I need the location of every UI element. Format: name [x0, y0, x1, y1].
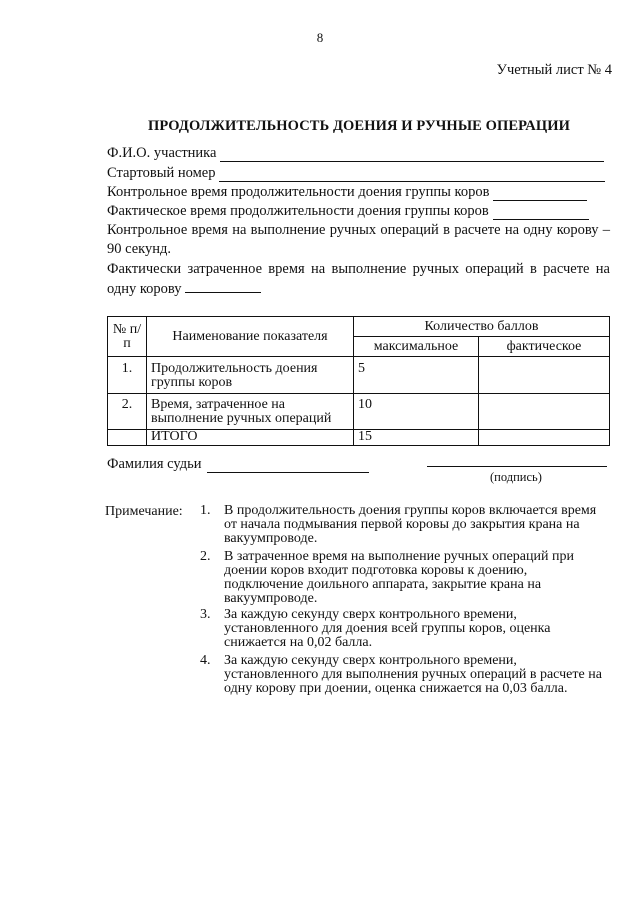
row-maximum: 10	[354, 394, 479, 430]
total-maximum: 15	[354, 430, 479, 446]
sheet-number: Учетный лист № 4	[496, 62, 612, 78]
note-item	[200, 504, 605, 546]
note-number: 3.	[200, 607, 211, 622]
actual-time-milking-field	[107, 202, 589, 220]
note-text: За каждую секунду сверх контрольного времени, установленного для выполнения ручных операций в расчете на одну корову при доении, оценка снижается на 0,03 балла.	[224, 653, 602, 696]
actual-time-manual-field	[107, 260, 610, 299]
control-time-milking-label: Контрольное время продолжительности доения группы коров	[107, 184, 490, 200]
actual-time-manual-blank-line[interactable]	[185, 279, 261, 293]
table-row	[108, 394, 610, 430]
header-maximum: максимальное	[354, 337, 479, 357]
note-item	[200, 550, 605, 606]
header-number: № п/п	[108, 317, 147, 357]
note-text: В продолжительность доения группы коров включается время от начала подмывания первой коровы до закрытия крана на вакуумпроводе.	[224, 503, 597, 546]
row-number: 2.	[108, 394, 147, 430]
participant-label: Ф.И.О. участника	[107, 145, 217, 161]
control-time-milking-blank-line[interactable]	[493, 186, 587, 201]
control-time-manual-text: Контрольное время на выполнение ручных операций в расчете на одну корову – 90 секунд.	[107, 222, 610, 257]
page-number: 8	[316, 30, 324, 45]
header-actual: фактическое	[479, 337, 610, 357]
start-number-field	[107, 164, 605, 182]
participant-blank-line[interactable]	[220, 147, 604, 162]
note-text: За каждую секунду сверх контрольного времени, установленного для доения всей группы коров, оценка снижается на 0,02 балла.	[224, 607, 551, 650]
judge-blank-line[interactable]	[207, 458, 369, 473]
start-number-label: Стартовый номер	[107, 165, 216, 181]
actual-time-milking-blank-line[interactable]	[493, 205, 589, 220]
header-indicator: Наименование показателя	[147, 317, 354, 357]
note-item	[200, 608, 605, 650]
row-maximum: 5	[354, 357, 479, 394]
note-number: 2.	[200, 549, 211, 564]
total-actual-cell[interactable]	[479, 430, 610, 446]
actual-time-manual-label: Фактически затраченное время на выполнение ручных операций в расчете на одну корову	[107, 261, 610, 297]
table-total-row	[108, 430, 610, 446]
header-points: Количество баллов	[354, 317, 610, 337]
total-number-cell	[108, 430, 147, 446]
judge-label: Фамилия судьи	[107, 456, 202, 472]
start-number-blank-line[interactable]	[219, 167, 605, 182]
actual-time-milking-label: Фактическое время продолжительности доения группы коров	[107, 203, 489, 219]
signature-line[interactable]	[427, 466, 607, 467]
control-time-milking-field	[107, 183, 587, 201]
row-indicator: Продолжительность доения группы коров	[147, 357, 354, 394]
total-label: ИТОГО	[147, 430, 354, 446]
note-item	[200, 654, 605, 696]
table-row	[108, 357, 610, 394]
note-number: 4.	[200, 653, 211, 668]
notes-label: Примечание:	[105, 504, 183, 519]
note-text: В затраченное время на выполнение ручных операций при доении коров входит подготовка коровы к доению, подключение доильного аппарата, закрытие крана на вакуумпроводе.	[224, 549, 574, 606]
document-title: ПРОДОЛЖИТЕЛЬНОСТЬ ДОЕНИЯ И РУЧНЫЕ ОПЕРАЦИИ	[147, 118, 570, 134]
score-table	[107, 316, 610, 446]
signature-caption: (подпись)	[490, 470, 542, 484]
row-actual-cell[interactable]	[479, 394, 610, 430]
note-number: 1.	[200, 503, 211, 518]
participant-field	[107, 144, 604, 162]
judge-field	[107, 456, 369, 473]
row-number: 1.	[108, 357, 147, 394]
table-header-row	[108, 317, 610, 337]
row-actual-cell[interactable]	[479, 357, 610, 394]
row-indicator: Время, затраченное на выполнение ручных операций	[147, 394, 354, 430]
